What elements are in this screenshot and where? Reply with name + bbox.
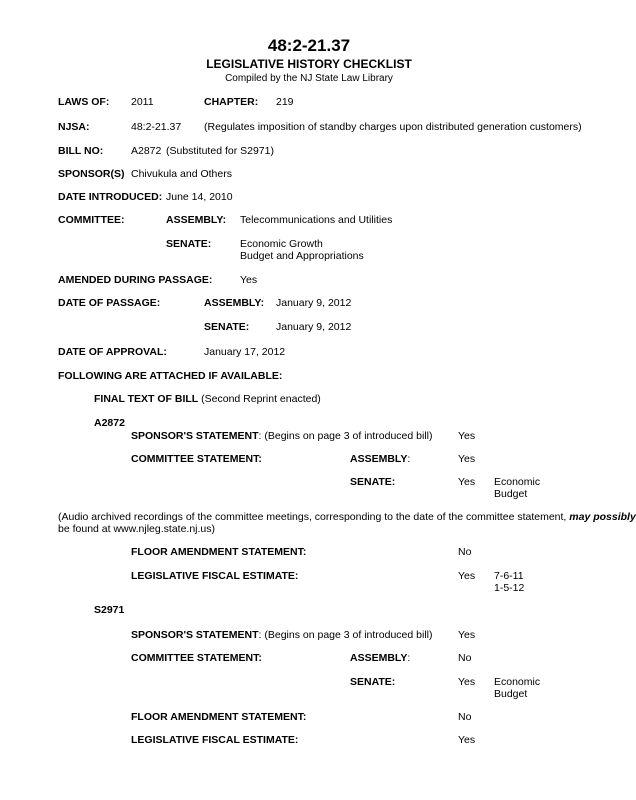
following-attached-label: FOLLOWING ARE ATTACHED IF AVAILABLE:: [58, 370, 283, 382]
s2971-fiscal-estimate-label: LEGISLATIVE FISCAL ESTIMATE:: [131, 734, 299, 746]
njsa-description: (Regulates imposition of standby charges upon distributed generation customers): [204, 121, 582, 133]
chapter-label: CHAPTER:: [204, 96, 259, 108]
s2971-sponsor-statement-label: SPONSOR'S STATEMENT: [131, 629, 259, 641]
final-text-line: [94, 393, 321, 406]
a2872-sponsor-statement-label: SPONSOR'S STATEMENT: [131, 430, 259, 442]
a2872-assembly: [350, 453, 410, 466]
s2971-senate-label: SENATE:: [350, 676, 396, 688]
laws-of-label: LAWS OF:: [58, 96, 110, 108]
a2872-floor-amendment-value: No: [458, 546, 472, 558]
njsa-value: 48:2-21.37: [131, 121, 182, 133]
a2872-fiscal-date-2: 1-5-12: [494, 582, 525, 594]
s2971-sponsor-statement-value: Yes: [458, 629, 476, 641]
date-introduced-value: June 14, 2010: [166, 191, 233, 203]
committee-assembly-label: ASSEMBLY:: [166, 214, 227, 226]
committee-senate-value-2: Budget and Appropriations: [240, 250, 364, 262]
page-title: 48:2-21.37: [267, 36, 351, 55]
s2971-floor-amendment-value: No: [458, 711, 472, 723]
audio-note-emphasis: may possibly: [569, 511, 636, 523]
a2872-fiscal-estimate-label: LEGISLATIVE FISCAL ESTIMATE:: [131, 570, 299, 582]
a2872-sponsor-statement-note: : (Begins on page 3 of introduced bill): [258, 430, 433, 442]
s2971-senate-value: Yes: [458, 676, 476, 688]
s2971-assembly: [350, 652, 410, 665]
passage-senate-label: SENATE:: [204, 321, 250, 333]
sponsors-label: SPONSOR(S): [58, 168, 125, 180]
s2971-heading: S2971: [94, 604, 125, 616]
a2872-senate-note-2: Budget: [494, 488, 528, 500]
compiled-by: Compiled by the NJ State Law Library: [225, 73, 393, 84]
a2872-senate-note-1: Economic: [494, 476, 541, 488]
bill-no-label: BILL NO:: [58, 145, 104, 157]
bill-no-note: (Substituted for S2971): [166, 145, 274, 157]
a2872-assembly-label: ASSEMBLY: [350, 453, 408, 465]
s2971-assembly-label: ASSEMBLY: [350, 652, 408, 664]
date-of-passage-label: DATE OF PASSAGE:: [58, 297, 161, 309]
a2872-sponsor-statement-value: Yes: [458, 430, 476, 442]
a2872-senate-label: SENATE:: [350, 476, 396, 488]
final-text-note: (Second Reprint enacted): [201, 393, 321, 405]
s2971-assembly-colon: :: [407, 652, 411, 664]
a2872-fiscal-estimate-value: Yes: [458, 570, 476, 582]
date-of-approval-label: DATE OF APPROVAL:: [58, 346, 167, 358]
committee-label: COMMITTEE:: [58, 214, 125, 226]
a2872-committee-statement-label: COMMITTEE STATEMENT:: [131, 453, 262, 465]
bill-no-value: A2872: [131, 145, 162, 157]
committee-senate-label: SENATE:: [166, 238, 212, 250]
page-subtitle: LEGISLATIVE HISTORY CHECKLIST: [206, 57, 412, 71]
sponsors-value: Chivukula and Others: [131, 168, 232, 180]
passage-assembly-value: January 9, 2012: [276, 297, 352, 309]
passage-assembly-label: ASSEMBLY:: [204, 297, 265, 309]
audio-note-text-1: (Audio archived recordings of the committee meetings, corresponding to the date of the committee statement,: [58, 511, 570, 523]
s2971-sponsor-statement-note: : (Begins on page 3 of introduced bill): [258, 629, 433, 641]
s2971-committee-statement-label: COMMITTEE STATEMENT:: [131, 652, 262, 664]
s2971-floor-amendment-label: FLOOR AMENDMENT STATEMENT:: [131, 711, 307, 723]
s2971-sponsor-statement: [131, 629, 433, 642]
chapter-value: 219: [276, 96, 294, 108]
amended-value: Yes: [240, 274, 258, 286]
s2971-senate-note-2: Budget: [494, 688, 528, 700]
final-text-label: FINAL TEXT OF BILL: [94, 393, 199, 405]
committee-assembly-value: Telecommunications and Utilities: [240, 214, 393, 226]
laws-of-value: 2011: [131, 96, 154, 108]
a2872-fiscal-date-1: 7-6-11: [494, 570, 524, 582]
amended-label: AMENDED DURING PASSAGE:: [58, 274, 213, 286]
njsa-label: NJSA:: [58, 121, 90, 133]
a2872-senate-value: Yes: [458, 476, 476, 488]
audio-note-line-2: be found at www.njleg.state.nj.us): [58, 523, 216, 535]
a2872-assembly-colon: :: [407, 453, 411, 465]
a2872-floor-amendment-label: FLOOR AMENDMENT STATEMENT:: [131, 546, 307, 558]
a2872-heading: A2872: [94, 417, 125, 429]
date-of-approval-value: January 17, 2012: [204, 346, 286, 358]
s2971-fiscal-estimate-value: Yes: [458, 734, 476, 746]
committee-senate-value-1: Economic Growth: [240, 238, 323, 250]
date-introduced-label: DATE INTRODUCED:: [58, 191, 163, 203]
s2971-senate-note-1: Economic: [494, 676, 541, 688]
s2971-assembly-value: No: [458, 652, 472, 664]
a2872-assembly-value: Yes: [458, 453, 476, 465]
a2872-sponsor-statement: [131, 430, 433, 443]
passage-senate-value: January 9, 2012: [276, 321, 352, 333]
